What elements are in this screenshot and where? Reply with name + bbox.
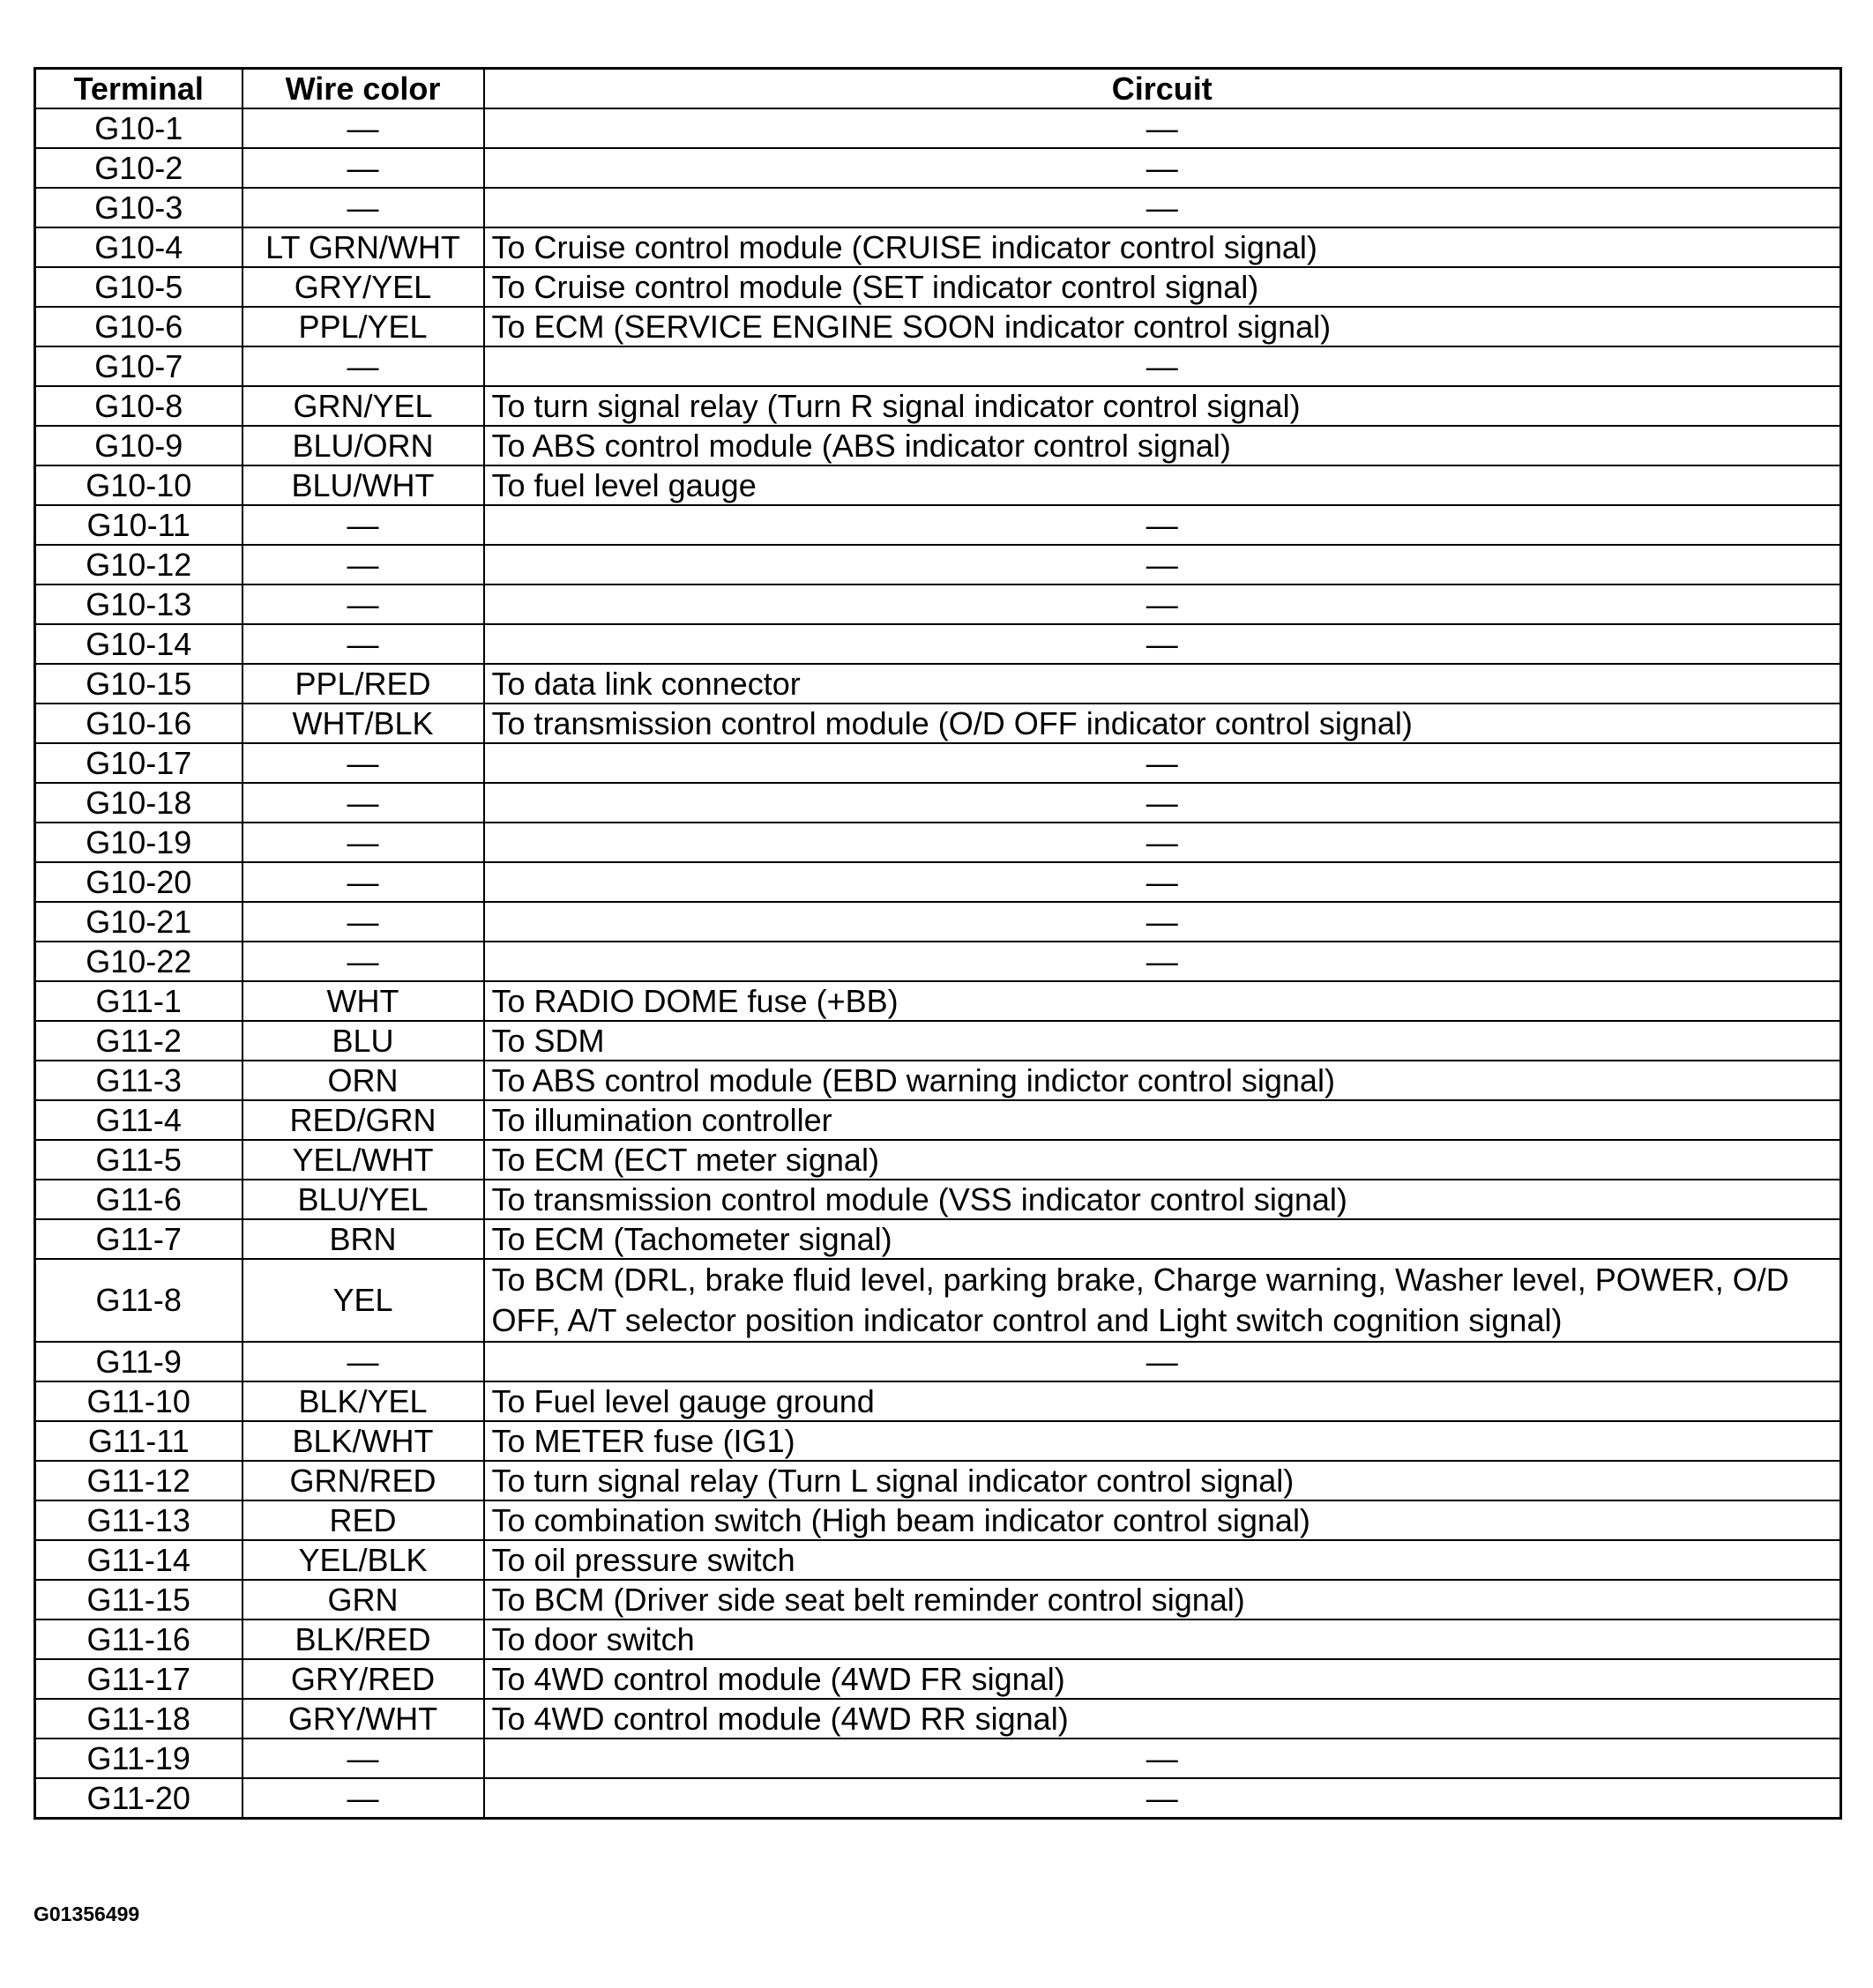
terminal-cell: G10-1	[35, 108, 243, 148]
table-row	[35, 1778, 1841, 1819]
wire-color-cell: —	[243, 188, 484, 227]
terminal-cell: G11-5	[35, 1140, 243, 1180]
terminal-cell: G10-17	[35, 743, 243, 783]
terminal-cell: G10-5	[35, 267, 243, 307]
header-terminal: Terminal	[35, 69, 243, 109]
wire-color-cell: BLK/YEL	[243, 1381, 484, 1421]
table-row	[35, 981, 1841, 1021]
circuit-cell: To BCM (Driver side seat belt reminder control signal)	[484, 1580, 1841, 1619]
wire-color-cell: —	[243, 624, 484, 664]
wire-color-cell: —	[243, 902, 484, 942]
table-row	[35, 1540, 1841, 1580]
wire-color-cell: —	[243, 862, 484, 902]
circuit-cell: To transmission control module (VSS indicator control signal)	[484, 1180, 1841, 1219]
terminal-cell: G11-10	[35, 1381, 243, 1421]
circuit-cell: —	[484, 743, 1841, 783]
table-row	[35, 1021, 1841, 1061]
circuit-cell: To RADIO DOME fuse (+BB)	[484, 981, 1841, 1021]
terminal-cell: G10-11	[35, 505, 243, 545]
terminal-cell: G10-18	[35, 783, 243, 823]
table-row	[35, 1381, 1841, 1421]
wire-color-cell: —	[243, 584, 484, 624]
circuit-cell: —	[484, 584, 1841, 624]
table-row	[35, 426, 1841, 465]
wire-color-cell: BLU/WHT	[243, 465, 484, 505]
wire-color-cell: —	[243, 1342, 484, 1381]
wire-color-cell: —	[243, 346, 484, 386]
wire-color-cell: —	[243, 505, 484, 545]
terminal-cell: G10-12	[35, 545, 243, 584]
wire-color-cell: BLK/WHT	[243, 1421, 484, 1461]
table-row	[35, 664, 1841, 704]
terminal-cell: G10-6	[35, 307, 243, 346]
terminal-cell: G11-3	[35, 1061, 243, 1100]
table-row	[35, 1100, 1841, 1140]
wire-color-cell: —	[243, 823, 484, 862]
terminal-cell: G11-18	[35, 1699, 243, 1739]
terminal-cell: G11-9	[35, 1342, 243, 1381]
circuit-cell: To door switch	[484, 1619, 1841, 1659]
wire-color-cell: YEL	[243, 1259, 484, 1342]
wire-color-cell: RED	[243, 1500, 484, 1540]
table-row	[35, 227, 1841, 267]
table-row	[35, 1219, 1841, 1259]
table-row	[35, 1259, 1841, 1342]
circuit-cell: —	[484, 862, 1841, 902]
terminal-cell: G11-12	[35, 1461, 243, 1500]
circuit-cell: To ECM (ECT meter signal)	[484, 1140, 1841, 1180]
terminal-cell: G10-19	[35, 823, 243, 862]
wire-color-cell: —	[243, 148, 484, 188]
terminal-cell: G11-1	[35, 981, 243, 1021]
header-wire-color: Wire color	[243, 69, 484, 109]
table-row	[35, 1580, 1841, 1619]
terminal-cell: G10-21	[35, 902, 243, 942]
wire-color-cell: YEL/WHT	[243, 1140, 484, 1180]
wire-color-cell: —	[243, 743, 484, 783]
table-row	[35, 386, 1841, 426]
table-row	[35, 743, 1841, 783]
wire-color-cell: BLK/RED	[243, 1619, 484, 1659]
circuit-cell: —	[484, 942, 1841, 981]
terminal-table	[34, 67, 1842, 1820]
figure-id: G01356499	[34, 1902, 140, 1925]
table-row	[35, 1421, 1841, 1461]
wire-color-cell: BLU	[243, 1021, 484, 1061]
table-row	[35, 862, 1841, 902]
circuit-cell: —	[484, 902, 1841, 942]
terminal-cell: G10-14	[35, 624, 243, 664]
circuit-cell: To oil pressure switch	[484, 1540, 1841, 1580]
wire-color-cell: ORN	[243, 1061, 484, 1100]
terminal-cell: G11-13	[35, 1500, 243, 1540]
table-row	[35, 545, 1841, 584]
terminal-cell: G11-8	[35, 1259, 243, 1342]
terminal-cell: G10-2	[35, 148, 243, 188]
terminal-cell: G10-15	[35, 664, 243, 704]
wire-color-cell: —	[243, 942, 484, 981]
wire-color-cell: GRY/RED	[243, 1659, 484, 1699]
terminal-cell: G11-6	[35, 1180, 243, 1219]
table-row	[35, 1180, 1841, 1219]
table-row	[35, 1140, 1841, 1180]
terminal-cell: G11-11	[35, 1421, 243, 1461]
terminal-cell: G10-20	[35, 862, 243, 902]
circuit-cell: —	[484, 1778, 1841, 1819]
circuit-cell: To turn signal relay (Turn L signal indicator control signal)	[484, 1461, 1841, 1500]
table-row	[35, 505, 1841, 545]
wire-color-cell: GRN	[243, 1580, 484, 1619]
header-circuit: Circuit	[484, 69, 1841, 109]
table-row	[35, 1500, 1841, 1540]
table-row	[35, 1699, 1841, 1739]
table-row	[35, 465, 1841, 505]
table-row	[35, 346, 1841, 386]
circuit-cell: —	[484, 148, 1841, 188]
circuit-cell: —	[484, 188, 1841, 227]
terminal-cell: G10-22	[35, 942, 243, 981]
terminal-cell: G11-17	[35, 1659, 243, 1699]
circuit-cell: To transmission control module (O/D OFF indicator control signal)	[484, 704, 1841, 743]
table-row	[35, 1659, 1841, 1699]
wire-color-cell: GRY/WHT	[243, 1699, 484, 1739]
circuit-cell: To 4WD control module (4WD RR signal)	[484, 1699, 1841, 1739]
circuit-cell: To fuel level gauge	[484, 465, 1841, 505]
wire-color-cell: BLU/ORN	[243, 426, 484, 465]
table-row	[35, 148, 1841, 188]
circuit-cell: To data link connector	[484, 664, 1841, 704]
circuit-cell: To Cruise control module (SET indicator control signal)	[484, 267, 1841, 307]
wire-color-cell: —	[243, 108, 484, 148]
terminal-cell: G11-19	[35, 1739, 243, 1778]
wire-color-cell: LT GRN/WHT	[243, 227, 484, 267]
wire-color-cell: —	[243, 783, 484, 823]
circuit-cell: To illumination controller	[484, 1100, 1841, 1140]
circuit-cell: —	[484, 783, 1841, 823]
wire-color-cell: —	[243, 545, 484, 584]
wire-color-cell: RED/GRN	[243, 1100, 484, 1140]
terminal-cell: G11-20	[35, 1778, 243, 1819]
table-row	[35, 108, 1841, 148]
circuit-cell: —	[484, 624, 1841, 664]
table-row	[35, 942, 1841, 981]
terminal-cell: G10-4	[35, 227, 243, 267]
terminal-cell: G11-15	[35, 1580, 243, 1619]
wire-color-cell: GRN/YEL	[243, 386, 484, 426]
table-row	[35, 902, 1841, 942]
circuit-cell: —	[484, 108, 1841, 148]
table-row	[35, 704, 1841, 743]
circuit-cell: To combination switch (High beam indicator control signal)	[484, 1500, 1841, 1540]
table-row	[35, 624, 1841, 664]
wire-color-cell: PPL/RED	[243, 664, 484, 704]
table-row	[35, 188, 1841, 227]
circuit-cell: To ECM (SERVICE ENGINE SOON indicator control signal)	[484, 307, 1841, 346]
terminal-cell: G10-3	[35, 188, 243, 227]
terminal-cell: G10-7	[35, 346, 243, 386]
wire-color-cell: BRN	[243, 1219, 484, 1259]
circuit-cell: To SDM	[484, 1021, 1841, 1061]
terminal-cell: G11-4	[35, 1100, 243, 1140]
table-row	[35, 584, 1841, 624]
circuit-cell: To ABS control module (ABS indicator control signal)	[484, 426, 1841, 465]
wire-color-cell: WHT	[243, 981, 484, 1021]
circuit-cell: To METER fuse (IG1)	[484, 1421, 1841, 1461]
table-row	[35, 307, 1841, 346]
terminal-cell: G11-16	[35, 1619, 243, 1659]
terminal-cell: G11-14	[35, 1540, 243, 1580]
table-row	[35, 267, 1841, 307]
wire-color-cell: PPL/YEL	[243, 307, 484, 346]
wire-color-cell: GRY/YEL	[243, 267, 484, 307]
circuit-cell: —	[484, 346, 1841, 386]
wire-color-cell: YEL/BLK	[243, 1540, 484, 1580]
table-row	[35, 1461, 1841, 1500]
wire-color-cell: BLU/YEL	[243, 1180, 484, 1219]
terminal-cell: G10-9	[35, 426, 243, 465]
circuit-cell: —	[484, 545, 1841, 584]
table-row	[35, 783, 1841, 823]
table-row	[35, 1739, 1841, 1778]
header-row	[35, 69, 1841, 109]
table-row	[35, 1342, 1841, 1381]
circuit-cell: —	[484, 1342, 1841, 1381]
wire-color-cell: GRN/RED	[243, 1461, 484, 1500]
terminal-cell: G11-2	[35, 1021, 243, 1061]
wire-color-cell: —	[243, 1778, 484, 1819]
circuit-cell: To Cruise control module (CRUISE indicator control signal)	[484, 227, 1841, 267]
terminal-cell: G10-13	[35, 584, 243, 624]
circuit-cell: To Fuel level gauge ground	[484, 1381, 1841, 1421]
wire-color-cell: WHT/BLK	[243, 704, 484, 743]
circuit-cell: To turn signal relay (Turn R signal indicator control signal)	[484, 386, 1841, 426]
table-body	[35, 108, 1841, 1819]
circuit-cell: To 4WD control module (4WD FR signal)	[484, 1659, 1841, 1699]
circuit-cell: —	[484, 823, 1841, 862]
terminal-cell: G10-16	[35, 704, 243, 743]
wire-color-cell: —	[243, 1739, 484, 1778]
table-row	[35, 1061, 1841, 1100]
terminal-cell: G11-7	[35, 1219, 243, 1259]
circuit-cell: To ECM (Tachometer signal)	[484, 1219, 1841, 1259]
terminal-cell: G10-8	[35, 386, 243, 426]
circuit-cell: —	[484, 1739, 1841, 1778]
circuit-cell: —	[484, 505, 1841, 545]
terminal-cell: G10-10	[35, 465, 243, 505]
circuit-cell: To ABS control module (EBD warning indictor control signal)	[484, 1061, 1841, 1100]
circuit-cell: To BCM (DRL, brake fluid level, parking brake, Charge warning, Washer level, POWER, O/D OFF, A/T selector position indicator control and Light switch cognition signal)	[484, 1259, 1841, 1342]
table-row	[35, 823, 1841, 862]
table-row	[35, 1619, 1841, 1659]
